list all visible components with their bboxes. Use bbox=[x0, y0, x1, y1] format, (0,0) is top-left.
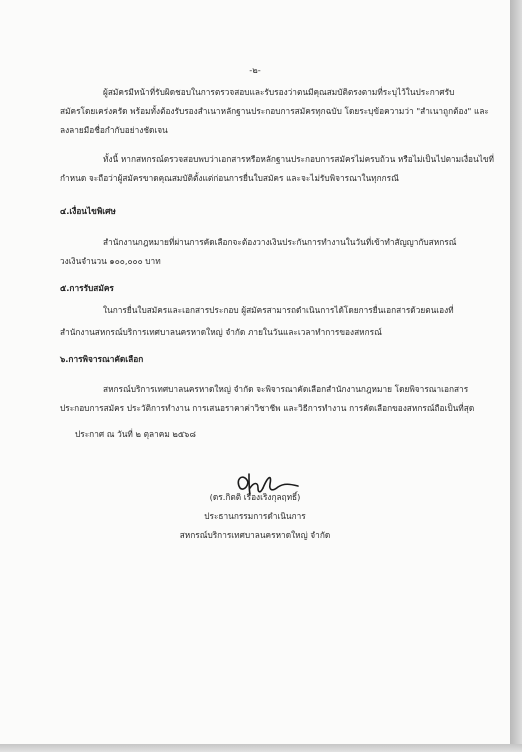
section4-heading: ๔.เงื่อนไขพิเศษ bbox=[60, 206, 116, 216]
section4-line2: วงเงินจำนวน ๑๐๐,๐๐๐ บาท bbox=[60, 256, 161, 266]
para2-line1: ทั้งนี้ หากสหกรณ์ตรวจสอบพบว่าเอกสารหรือหลักฐานประกอบการสมัครไม่ครบถ้วน หรือไม่เป็นไปตามเงื่อนไขที่ bbox=[103, 154, 495, 164]
section6-line2: ประกอบการสมัคร ประวัติการทำงาน การเสนอราคาค่าวิชาชีพ และวิธีการทำงาน การคัดเลือกของสหกรณ์ถือเป็นที่สุด bbox=[60, 403, 475, 413]
page-number: -๒- bbox=[249, 65, 261, 75]
page-bottom-shadow bbox=[0, 744, 522, 752]
announcement-date: ประกาศ ณ วันที่ ๒ ตุลาคม ๒๕๖๘ bbox=[75, 429, 196, 439]
para1-line1: ผู้สมัครมีหน้าที่รับผิดชอบในการตรวจสอบและรับรองว่าตนมีคุณสมบัติตรงตามที่ระบุไว้ในประกาศรับ bbox=[103, 87, 455, 97]
signatory-organization: สหกรณ์บริการเทศบาลนครหาดใหญ่ จำกัด bbox=[179, 530, 331, 540]
para1-line2: สมัครโดยเคร่งครัด พร้อมทั้งต้องรับรองสำเนาหลักฐานประกอบการสมัครทุกฉบับ โดยระบุข้อความว่า "สำเนาถูกต้อง" และ bbox=[60, 106, 489, 116]
para1-line3: ลงลายมือชื่อกำกับอย่างชัดเจน bbox=[60, 125, 168, 135]
page-edge-shadow bbox=[510, 0, 522, 752]
section5-line1: ในการยื่นใบสมัครและเอกสารประกอบ ผู้สมัครสามารถดำเนินการได้โดยการยื่นเอกสารด้วยตนเองที่ bbox=[103, 305, 454, 315]
section5-line2: สำนักงานสหกรณ์บริการเทศบาลนครหาดใหญ่ จำกัด ภายในวันและเวลาทำการของสหกรณ์ bbox=[60, 327, 382, 337]
section6-line1: สหกรณ์บริการเทศบาลนครหาดใหญ่ จำกัด จะพิจารณาคัดเลือกสำนักงานกฎหมาย โดยพิจารณาเอกสาร bbox=[103, 384, 469, 394]
para2-line2: กำหนด จะถือว่าผู้สมัครขาดคุณสมบัติตั้งแต่ก่อนการยื่นใบสมัคร และจะไม่รับพิจารณาในทุกกรณี bbox=[60, 173, 399, 183]
section6-heading: ๖.การพิจารณาคัดเลือก bbox=[60, 354, 144, 364]
signatory-name: (ดร.กิตติ เรืองเริงกุลฤทธิ์) bbox=[209, 492, 301, 502]
section4-line1: สำนักงานกฎหมายที่ผ่านการคัดเลือกจะต้องวางเงินประกันการทำงานในวันที่เข้าทำสัญญากับสหกรณ์ bbox=[103, 237, 457, 247]
section5-heading: ๕.การรับสมัคร bbox=[60, 283, 114, 293]
signatory-position: ประธานกรรมการดำเนินการ bbox=[204, 511, 306, 521]
